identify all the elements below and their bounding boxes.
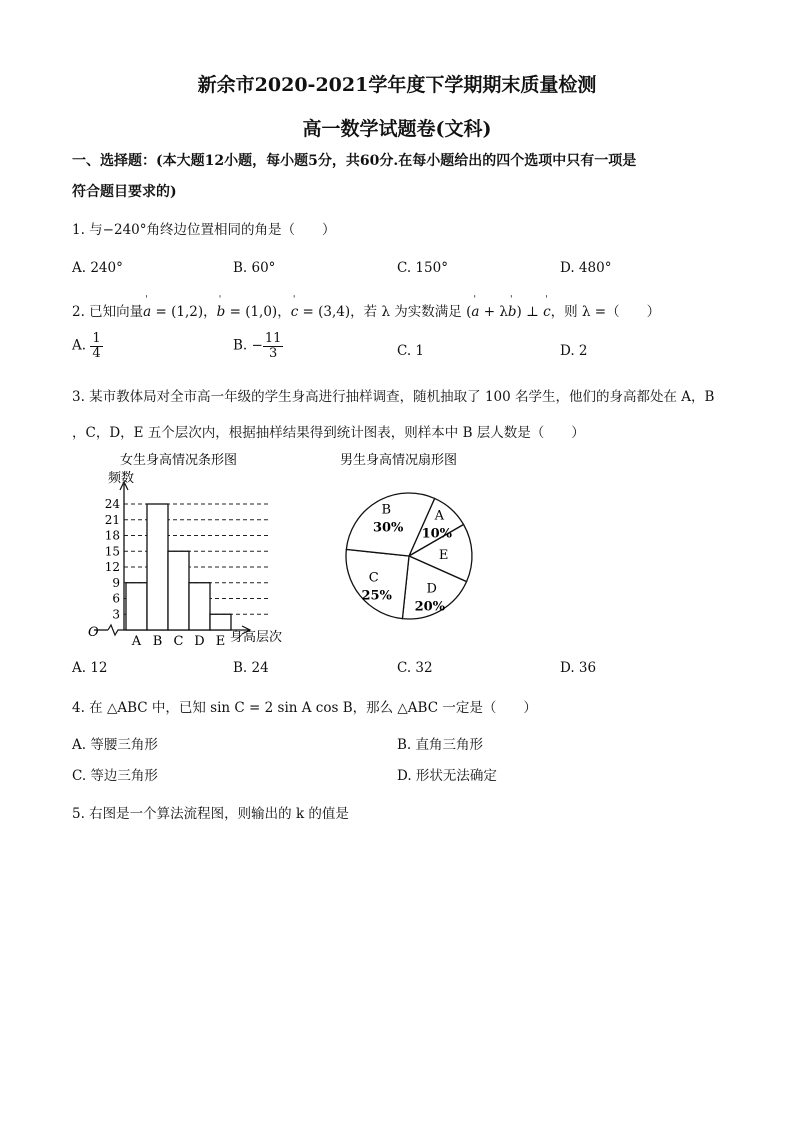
question-2-stem: 2. 已知向量ˈ a = (1,2)，ˈ b = (1,0)，ˈ c = (3,4)，若 λ 为实数满足 (ˈ a + λˈ b) ⊥ ˈ c，则 λ =（ ） [72,300,660,320]
pie-slice-percent: 25% [361,588,392,604]
bar-chart-xlabel: 身高层次 [230,630,283,645]
bar-ytick-label: 6 [112,591,120,606]
exam-subtitle: 高一数学试题卷(文科) [302,118,492,140]
bar-xtick-label: A [131,634,142,648]
bar-chart-origin: O [88,625,99,640]
bar-ytick-label: 12 [104,560,120,574]
bar-ytick-label: 9 [112,575,120,590]
bar-D [189,583,210,630]
bar-ytick-label: 24 [104,497,120,511]
question-2-option-c: C. 1 [397,343,425,359]
pie-chart [330,448,530,648]
question-5-stem: 5. 右图是一个算法流程图，则输出的 k 的值是 [72,806,349,822]
question-3-option-c: C. 32 [397,660,433,676]
bar-xtick-label: B [152,634,163,648]
question-1-option-d: D. 480° [560,260,612,276]
pie-slice-label: D [426,581,437,597]
pie-slice-label: E [438,548,449,564]
pie-chart-title: 男生身高情况扇形图 [340,453,458,468]
question-4-option-d: D. 形状无法确定 [397,768,497,784]
question-2-option-b: B. − $\frac{11}{3}$ [233,331,282,361]
bar-ytick-label: 3 [112,607,120,622]
question-4-option-c: C. 等边三角形 [72,768,158,784]
question-3-stem: 3. 某市教体局对全市高一年级的学生身高进行抽样调查，随机抽取了 100 名学生，他们的身高都处在 A，B [72,389,715,405]
question-3-stem-cont: ，C，D，E 五个层次内，根据抽样结果得到统计图表，则样本中 B 层人数是（ ） [72,425,585,441]
pie-slice-label: B [381,502,392,518]
bar-ytick-label: 21 [104,512,120,527]
bar-chart-title: 女生身高情况条形图 [120,453,238,468]
question-1-option-a: A. 240° [72,260,123,276]
bar-E [210,614,231,630]
question-2-option-d: D. 2 [560,343,588,359]
bar-chart-ylabel: 频数 [108,471,135,486]
question-3-option-b: B. 24 [233,660,269,676]
bar-A [126,583,147,630]
bar-C [168,551,189,630]
pie-slice-label: A [434,508,445,524]
exam-title: 新余市2020-2021学年度下学期期末质量检测 [197,74,597,96]
bar-B [147,504,168,630]
bar-ytick-label: 15 [104,544,120,559]
question-4-option-a: A. 等腰三角形 [72,737,158,753]
pie-slice-percent: 20% [414,599,446,615]
bar-chart [82,448,322,648]
section-heading-cont: 符合题目要求的) [72,184,177,200]
question-1-option-b: B. 60° [233,260,276,276]
question-1-stem: 1. 与−240°角终边位置相同的角是（ ） [72,222,336,238]
bar-xtick-label: D [194,634,205,648]
question-3-option-d: D. 36 [560,660,597,676]
question-4-option-b: B. 直角三角形 [397,737,484,753]
section-heading: 一、选择题：(本大题12小题，每小题5分，共60分.在每小题给出的四个选项中只有一项是 [72,153,637,169]
pie-slice-percent: 10% [421,526,453,542]
question-4-stem: 4. 在 △ABC 中，已知 sin C = 2 sin A cos B，那么 △ABC 一定是（ ） [72,700,537,716]
bar-x-axis-break [108,625,124,635]
question-1-option-c: C. 150° [397,260,448,276]
pie-slice-percent: 30% [372,520,404,536]
bar-ytick-label: 18 [104,528,120,543]
bar-xtick-label: C [173,634,184,648]
question-3-option-a: A. 12 [72,660,108,676]
bar-xtick-label: E [215,634,226,648]
question-2-option-a: A. $\frac{1}{4}$ [72,331,101,361]
pie-slice-label: C [368,570,379,586]
